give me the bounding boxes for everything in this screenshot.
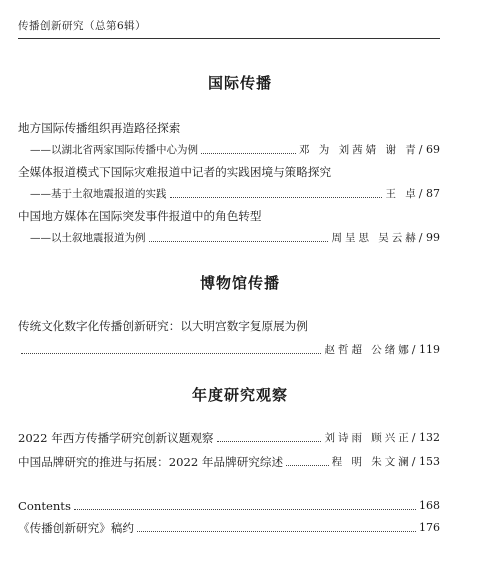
toc-entry-4-sub[interactable] (18, 342, 440, 358)
leader-dots (170, 197, 383, 198)
toc-entry-page: / 87 (418, 187, 440, 200)
toc-entry-title: 中国品牌研究的推进与拓展：2022 年品牌研究综述 (18, 455, 284, 469)
toc-entry-3-sub[interactable] (30, 230, 440, 246)
toc-entry-4-title[interactable] (18, 318, 440, 334)
toc-entry-page: / 99 (418, 231, 440, 244)
toc-entry-title: 全媒体报道模式下国际灾难报道中记者的实践困境与策略探究 (18, 165, 332, 179)
toc-entry-page: / 69 (418, 143, 440, 156)
leader-dots (74, 509, 416, 510)
toc-entry-1-title[interactable] (18, 120, 440, 136)
toc-entry-authors: 赵哲超 公绪娜 (324, 344, 412, 356)
toc-entry-subtitle: ——以湖北省两家国际传播中心为例 (30, 144, 198, 156)
leader-dots (137, 531, 416, 532)
section-title-museum: 博物馆传播 (199, 274, 280, 292)
toc-entry-page: / 132 (411, 431, 440, 444)
toc-entry-6[interactable] (18, 454, 440, 470)
leader-dots (217, 441, 322, 442)
toc-entry-subtitle: ——以土叙地震报道为例 (30, 232, 146, 244)
toc-entry-authors: 程 明 朱文澜 (331, 456, 412, 468)
toc-entry-page: 176 (419, 521, 440, 534)
toc-entry-contents[interactable] (18, 498, 440, 514)
toc-entry-authors: 刘诗雨 顾兴正 (324, 432, 412, 444)
toc-entry-authors: 王 卓 (385, 188, 419, 200)
toc-entry-title: Contents (18, 499, 71, 513)
toc-entry-submission[interactable] (18, 520, 440, 536)
toc-entry-1-sub[interactable] (30, 142, 440, 158)
toc-entry-page: 168 (419, 499, 440, 512)
toc-entry-title: 中国地方媒体在国际突发事件报道中的角色转型 (18, 209, 262, 223)
toc-entry-title: 地方国际传播组织再造路径探索 (18, 121, 181, 135)
running-header: 传播创新研究（总第6辑） (18, 20, 147, 32)
toc-entry-authors: 周呈思 吴云赫 (331, 232, 419, 244)
toc-entry-subtitle: ——基于土叙地震报道的实践 (30, 188, 167, 200)
section-title-annual: 年度研究观察 (191, 386, 288, 404)
toc-entry-title: 《传播创新研究》稿约 (18, 521, 134, 535)
toc-entry-title: 传统文化数字化传播创新研究：以大明宫数字复原展为例 (18, 319, 308, 333)
leader-dots (286, 465, 329, 466)
toc-entry-authors: 邓 为 刘茜婧 谢 青 (298, 144, 419, 156)
toc-entry-2-sub[interactable] (30, 186, 440, 202)
toc-entry-2-title[interactable] (18, 164, 440, 180)
toc-entry-page: / 153 (411, 455, 440, 468)
header-rule (18, 38, 440, 39)
toc-entry-3-title[interactable] (18, 208, 440, 224)
toc-entry-5[interactable] (18, 430, 440, 446)
leader-dots (149, 241, 329, 242)
section-title-international: 国际传播 (207, 74, 272, 92)
toc-entry-page: / 119 (411, 343, 440, 356)
leader-dots (21, 353, 321, 354)
toc-entry-title: 2022 年西方传播学研究创新议题观察 (18, 431, 214, 445)
leader-dots (201, 153, 296, 154)
